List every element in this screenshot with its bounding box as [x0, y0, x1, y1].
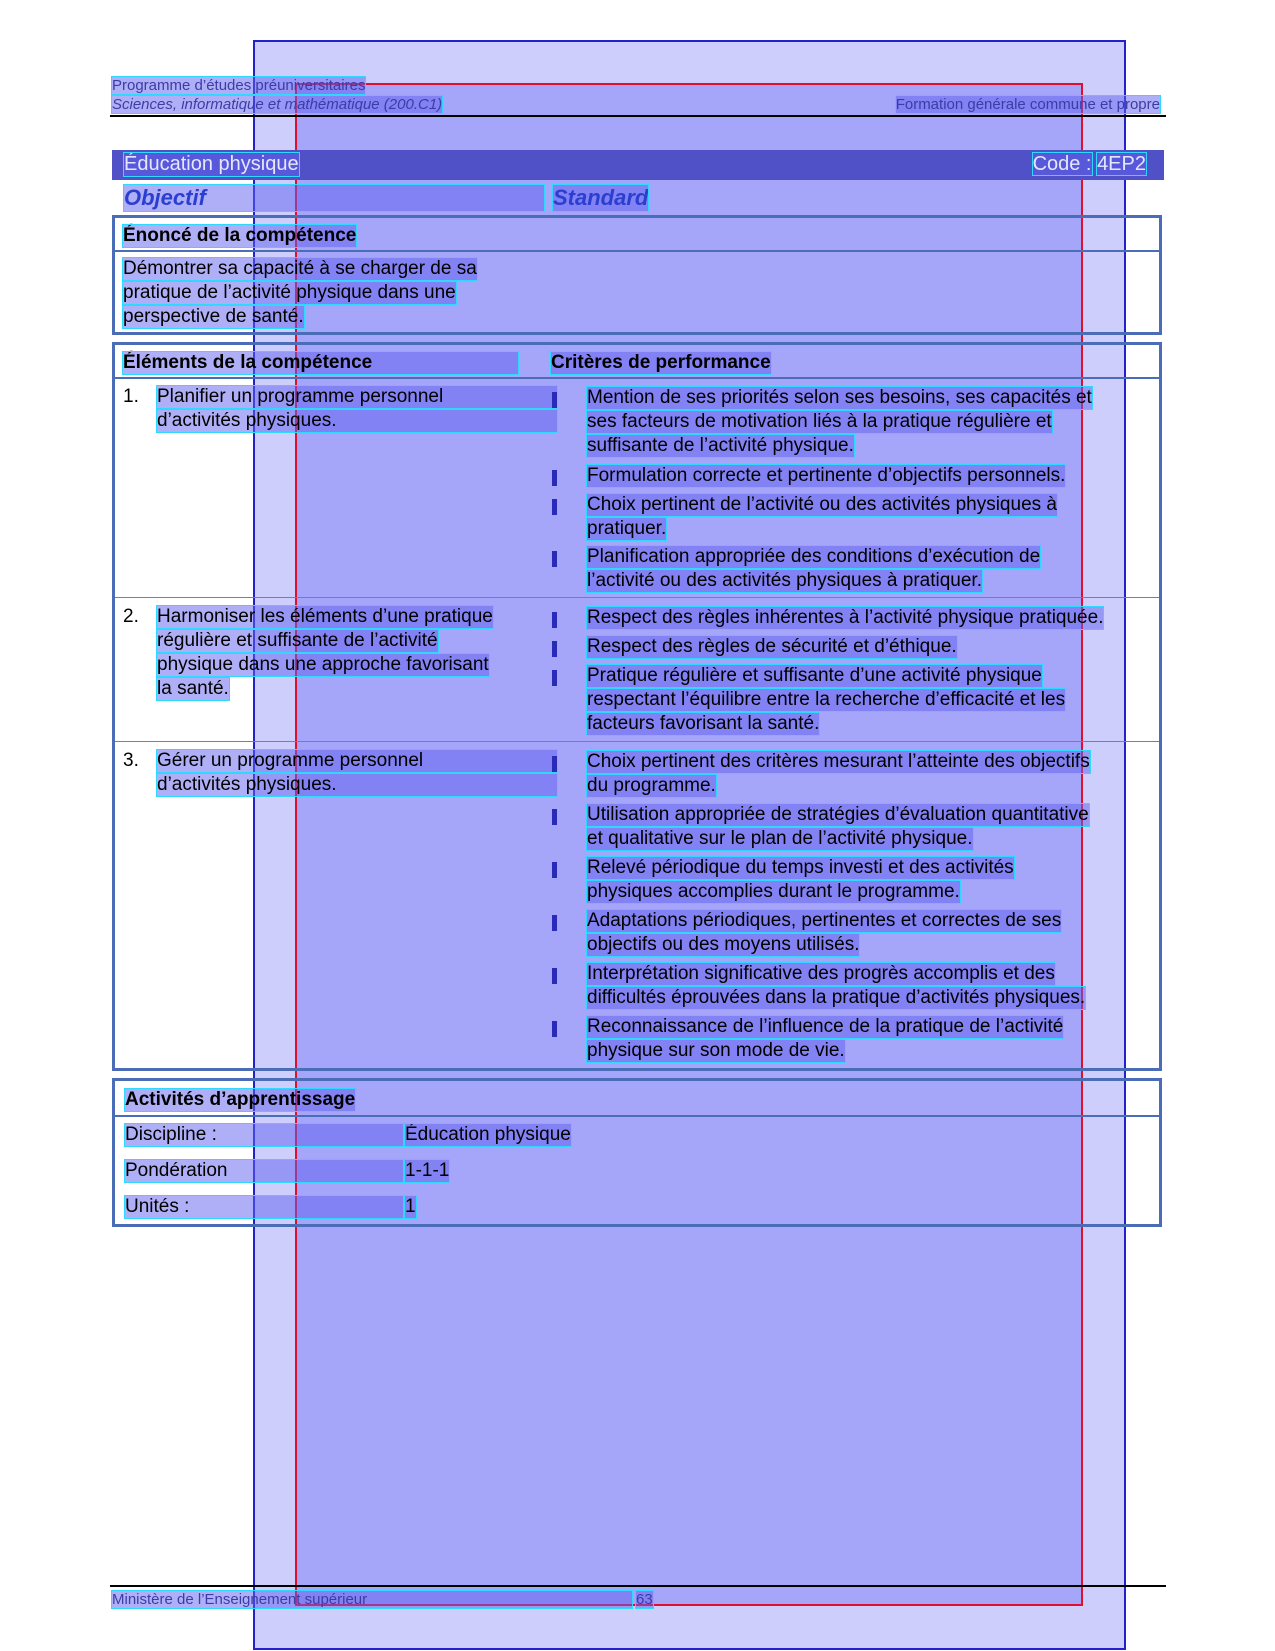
element-line: physique dans une approche favorisant [157, 654, 489, 675]
bullet-icon [552, 551, 557, 567]
activites-heading: Activités d’apprentissage [125, 1089, 356, 1110]
criterion-line: Mention de ses priorités selon ses besoins, ses capacités et [587, 387, 1092, 408]
element-line: Gérer un programme personnel [157, 750, 557, 772]
enonce-line: perspective de santé. [123, 306, 304, 327]
footer-ministry: Ministère de l’Enseignement supérieur [112, 1591, 632, 1608]
enonce-line: Démontrer sa capacité à se charger de sa [123, 258, 477, 279]
bullet-icon [552, 915, 557, 931]
element-number: 2. [123, 606, 139, 627]
enonce-heading: Énoncé de la compétence [123, 225, 357, 246]
enonce-divider [115, 250, 1159, 252]
criterion-line: pratiquer. [587, 518, 667, 539]
bullet-icon [552, 499, 557, 515]
row-divider [115, 597, 1159, 598]
element-number: 1. [123, 386, 139, 407]
enonce-box [112, 215, 1162, 335]
criterion-line: du programme. [587, 775, 716, 796]
element-line: d’activités physiques. [157, 410, 557, 432]
code-label: Code : [1032, 153, 1092, 175]
activites-box [112, 1078, 1162, 1227]
bullet-icon [552, 470, 557, 486]
activite-value: 1 [405, 1196, 416, 1217]
activites-divider [115, 1115, 1159, 1117]
bullet-icon [552, 968, 557, 984]
elements-heading: Éléments de la compétence [123, 352, 518, 374]
bullet-icon [552, 862, 557, 878]
criterion-line: Respect des règles de sécurité et d’éthique. [587, 636, 957, 657]
bullet-icon [552, 392, 557, 408]
criterion-line: difficultés éprouvées dans la pratique d’activités physiques. [587, 987, 1086, 1008]
row-divider [115, 741, 1159, 742]
objectif-label: Objectif [124, 185, 544, 211]
criterion-line: Interprétation significative des progrès accomplis et des [587, 963, 1055, 984]
element-number: 3. [123, 750, 139, 771]
criterion-line: et qualitative sur le plan de l’activité physique. [587, 828, 973, 849]
criterion-line: facteurs favorisant la santé. [587, 713, 820, 734]
criterion-line: Choix pertinent des critères mesurant l’atteinte des objectifs [587, 751, 1090, 772]
criterion-line: physique sur son mode de vie. [587, 1040, 845, 1061]
bullet-icon [552, 612, 557, 628]
header-program: Programme d’études préuniversitaires [112, 77, 366, 94]
element-line: régulière et suffisante de l’activité [157, 630, 438, 651]
bullet-icon [552, 756, 557, 772]
criterion-line: Utilisation appropriée de stratégies d’évaluation quantitative [587, 804, 1089, 825]
elements-box [112, 342, 1162, 1071]
header-formation: Formation générale commune et propre [895, 96, 1160, 113]
criterion-line: Relevé périodique du temps investi et des activités [587, 857, 1014, 878]
activite-label: Pondération [125, 1160, 403, 1182]
criterion-line: Adaptations périodiques, pertinentes et correctes de ses [587, 910, 1062, 931]
criterion-line: ses facteurs de motivation liés à la pratique régulière et [587, 411, 1052, 432]
course-title: Éducation physique [124, 153, 299, 175]
element-line: Harmoniser les éléments d’une pratique [157, 606, 493, 627]
criteria-heading: Critères de performance [551, 352, 771, 373]
criterion-line: Choix pertinent de l’activité ou des activités physiques à [587, 494, 1057, 515]
criterion-line: objectifs ou des moyens utilisés. [587, 934, 860, 955]
course-title-bar [112, 150, 1164, 180]
bullet-icon [552, 1021, 557, 1037]
course-code [1033, 153, 1146, 176]
element-line: d’activités physiques. [157, 774, 557, 796]
footer-rule [110, 1585, 1166, 1587]
criterion-line: respectant l’équilibre entre la recherche d’efficacité et les [587, 689, 1066, 710]
criterion-line: Reconnaissance de l’influence de la pratique de l’activité [587, 1016, 1064, 1037]
activite-value: 1-1-1 [405, 1160, 450, 1181]
activite-label: Unités : [125, 1196, 403, 1218]
criterion-line: Pratique régulière et suffisante d’une activité physique [587, 665, 1042, 686]
bullet-icon [552, 670, 557, 686]
criterion-line: physiques accomplies durant le programme. [587, 881, 960, 902]
header-program-line2: Sciences, informatique et mathématique (200.C1) [112, 96, 443, 113]
header-rule [110, 115, 1166, 117]
bullet-icon [552, 641, 557, 657]
standard-label: Standard [553, 185, 649, 210]
code-value: 4EP2 [1097, 153, 1146, 175]
activite-value: Éducation physique [405, 1124, 571, 1145]
activite-label: Discipline : [125, 1124, 403, 1146]
element-line: Planifier un programme personnel [157, 386, 557, 408]
criterion-line: l’activité ou des activités physiques à pratiquer. [587, 570, 982, 591]
footer-page-number: 63 [636, 1591, 653, 1608]
criterion-line: Planification appropriée des conditions d’exécution de [587, 546, 1041, 567]
criterion-line: suffisante de l’activité physique. [587, 435, 854, 456]
elements-header-divider [115, 377, 1159, 379]
criterion-line: Respect des règles inhérentes à l’activité physique pratiquée. [587, 607, 1104, 628]
element-line: la santé. [157, 678, 229, 699]
enonce-line: pratique de l’activité physique dans une [123, 282, 456, 303]
bullet-icon [552, 809, 557, 825]
criterion-line: Formulation correcte et pertinente d’objectifs personnels. [587, 465, 1066, 486]
